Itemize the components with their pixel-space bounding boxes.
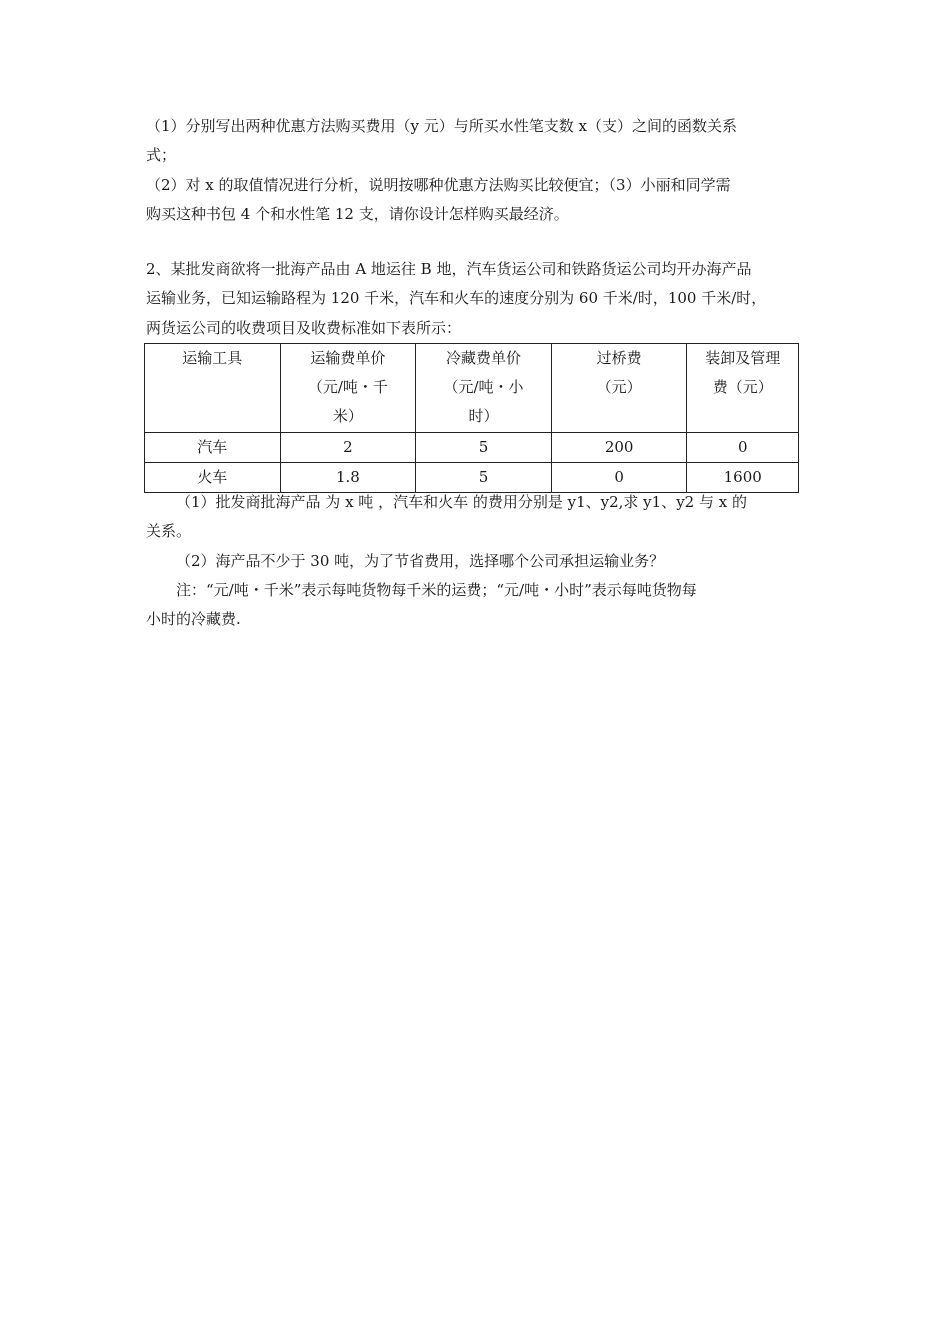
table-cell: 0 [687,433,799,463]
header-cell-handling-fee [687,344,799,433]
header-text: 过桥费 [596,349,642,367]
problem1-line4: 购买这种书包 4 个和水性笔 12 支，请你设计怎样购买最经济。 [146,205,569,223]
table-cell: 汽车 [145,433,281,463]
header-text: 装卸及管理 [705,349,781,367]
table-cell: 0 [551,463,687,493]
table-cell: 200 [551,433,687,463]
table-cell: 1.8 [280,463,416,493]
header-text: 运输费单价 [310,349,386,367]
header-text: 时） [468,407,499,425]
note-line1: 注：“元/吨・千米”表示每吨货物每千米的运费；“元/吨・小时”表示每吨货物每 [176,581,697,599]
header-text: 费（元） [712,378,773,396]
header-cell-vehicle [145,344,281,433]
header-text: 运输工具 [182,349,243,367]
problem2-line1: 2、某批发商欲将一批海产品由 A 地运往 B 地，汽车货运公司和铁路货运公司均开办海产品 [146,260,752,278]
header-cell-refrigeration-price [416,344,552,433]
problem2-line2: 运输业务，已知运输路程为 120 千米，汽车和火车的速度分别为 60 千米/时，100 千米/时， [146,289,767,307]
table-cell: 1600 [687,463,799,493]
problem1-line1: （1）分别写出两种优惠方法购买费用（y 元）与所买水性笔支数 x（支）之间的函数关系 [146,117,738,135]
question2-line1: （2）海产品不少于 30 吨，为了节省费用，选择哪个公司承担运输业务？ [176,552,665,570]
fee-table [144,343,799,493]
header-cell-transport-price [280,344,416,433]
table-cell: 火车 [145,463,281,493]
problem1-line3: （2）对 x 的取值情况进行分析，说明按哪种优惠方法购买比较便宜；（3）小丽和同学需 [146,176,731,194]
question1-line1: （1）批发商批海产品 为 x 吨 ，汽车和火车 的费用分别是 y1、y2,求 y1、y2 与 x 的 [176,493,747,511]
question1-line2: 关系。 [146,522,192,540]
table-cell: 2 [280,433,416,463]
header-text: （元/吨・小 [443,378,524,396]
header-cell-bridge-fee [551,344,687,433]
table-row-car [145,433,799,463]
header-text: 冷藏费单价 [446,349,522,367]
table-cell: 5 [416,463,552,493]
problem1-line2: 式； [146,146,177,164]
table-row-train [145,463,799,493]
problem2-line3: 两货运公司的收费项目及收费标准如下表所示： [146,319,462,337]
table-cell: 5 [416,433,552,463]
note-line2: 小时的冷藏费. [146,610,241,628]
header-text: 米） [332,407,363,425]
header-text: （元） [596,378,642,396]
header-text: （元/吨・千 [307,378,388,396]
fee-table-header-row [145,344,799,433]
